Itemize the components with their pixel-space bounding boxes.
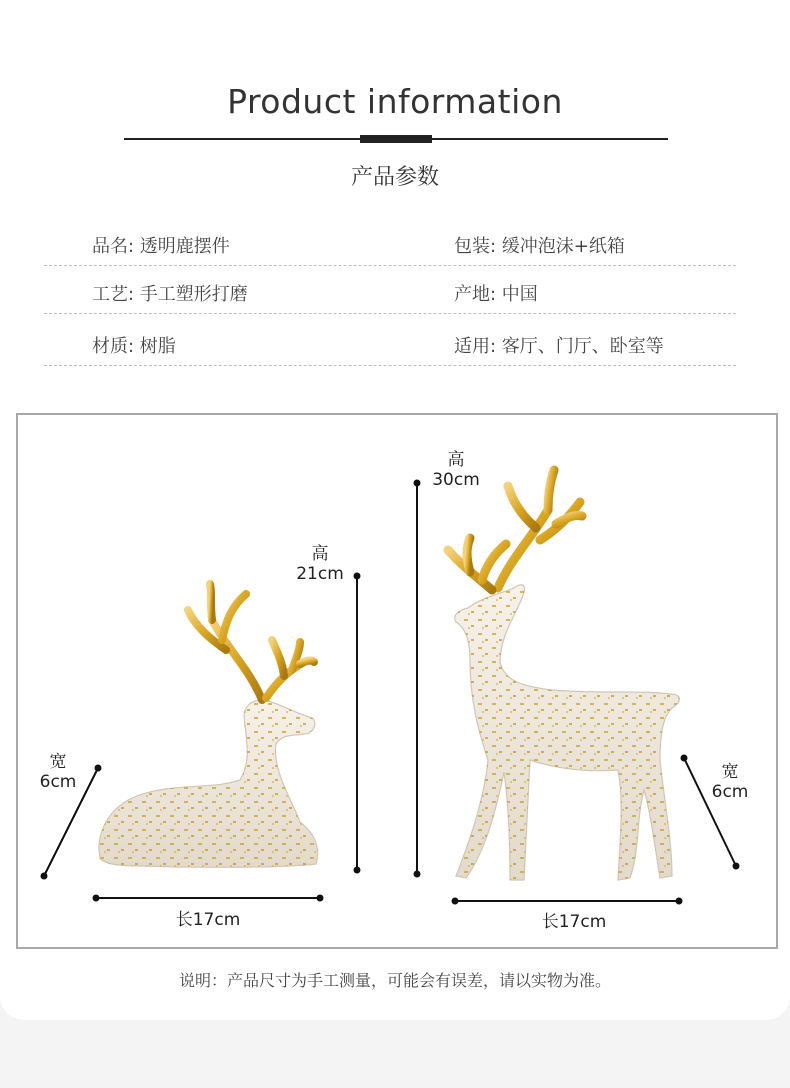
small-deer-image <box>99 584 318 867</box>
large-length-label: 长17cm <box>541 912 607 932</box>
spec-packaging: 包装: 缓冲泡沫+纸箱 <box>454 236 625 257</box>
spec-usage: 适用: 客厅、门厅、卧室等 <box>454 336 664 357</box>
small-height-value: 21cm <box>296 564 344 584</box>
spec-origin: 产地: 中国 <box>454 284 538 305</box>
small-width-caption: 宽 <box>49 752 67 772</box>
large-width-value: 6cm <box>711 782 749 802</box>
small-length-label: 长17cm <box>175 910 241 930</box>
small-deer-antlers <box>188 584 314 700</box>
spec-craft: 工艺: 手工塑形打磨 <box>92 284 248 305</box>
large-height-caption: 高 <box>447 450 465 470</box>
large-height-value: 30cm <box>432 470 480 490</box>
large-deer-gold-flakes <box>455 585 680 880</box>
small-width-value: 6cm <box>39 772 77 792</box>
small-deer-gold-flakes <box>99 700 318 867</box>
measurement-disclaimer: 说明：产品尺寸为手工测量，可能会有误差，请以实物为准。 <box>178 971 611 990</box>
large-deer-image <box>448 470 679 880</box>
page-subtitle: 产品参数 <box>350 165 439 190</box>
page-title: Product information <box>227 82 563 121</box>
small-width-label <box>36 752 80 792</box>
large-height-label <box>426 450 486 490</box>
large-width-caption: 宽 <box>721 762 739 782</box>
spec-name: 品名: 透明鹿摆件 <box>92 236 230 257</box>
small-height-label <box>290 544 350 584</box>
small-height-caption: 高 <box>311 544 329 564</box>
spec-material: 材质: 树脂 <box>92 336 176 357</box>
large-width-label <box>706 762 754 802</box>
